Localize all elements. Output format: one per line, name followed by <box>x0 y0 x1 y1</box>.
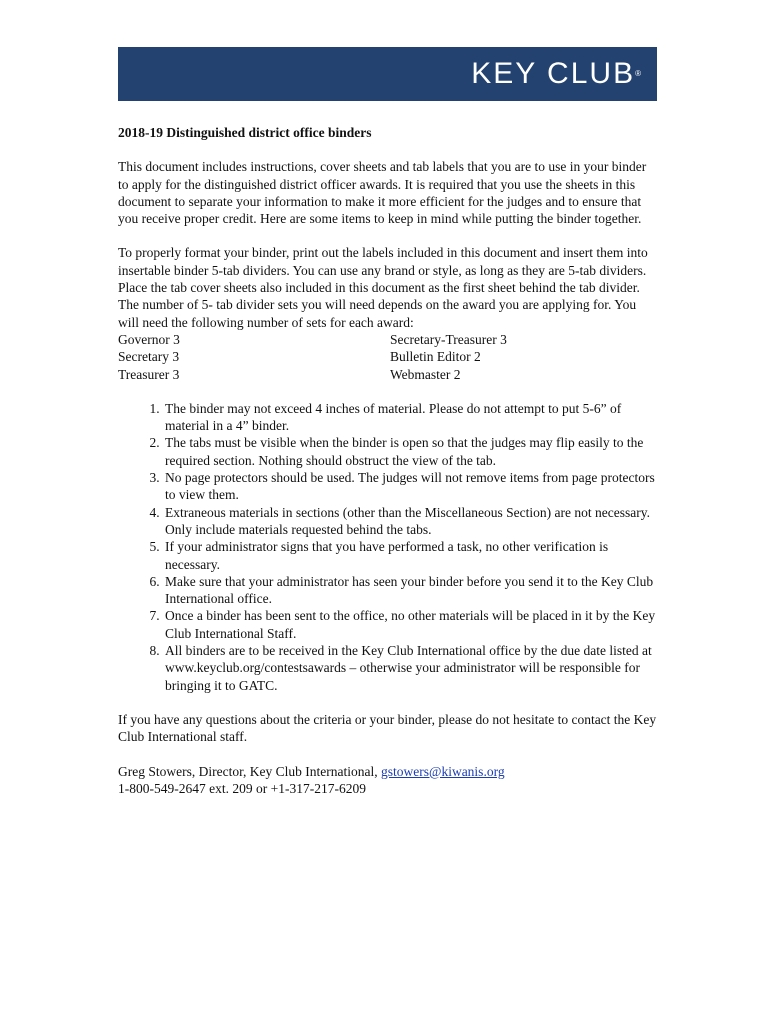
key-club-logo <box>471 57 641 91</box>
format-paragraph: To properly format your binder, print out the labels included in this document and insert them into insertable binder 5-tab dividers. You can use any brand or style, as long as they are 5-tab dividers. Place the tab cover sheets also included in this document as the first sheet behind the tab divider. The number of 5- tab divider sets you will need depends on the award you are applying for. You will need the following number of sets for each award: <box>118 245 648 330</box>
contact-email-link[interactable]: gstowers@kiwanis.org <box>381 763 505 779</box>
award-set-left: Secretary 3 <box>118 349 180 365</box>
document-title: 2018-19 Distinguished district office binders <box>118 125 372 140</box>
logo-text: KEY CLUB <box>471 57 636 90</box>
intro-paragraph: This document includes instructions, cover sheets and tab labels that you are to use in your binder to apply for the distinguished district officer awards. It is required that you use the sheets in this document to separate your information to make it more efficient for the judges and to ensure that you receive proper credit. Here are some items to keep in mind while putting the binder together. <box>118 159 647 227</box>
award-set-left: Governor 3 <box>118 331 180 347</box>
award-set-right: Bulletin Editor 2 <box>390 349 481 365</box>
award-set-right: Webmaster 2 <box>390 366 461 382</box>
document-body <box>118 124 658 797</box>
key-club-banner <box>118 47 657 101</box>
rule-item: 1. The binder may not exceed 4 inches of material. Please do not attempt to put 5-6” of material in a 4” binder. <box>163 400 658 435</box>
rule-item: 8. All binders are to be received in the Key Club International office by the due date listed at www.keyclub.org/contestsawards – otherwise your administrator will be responsible for bringing it to GATC. <box>163 642 658 694</box>
rule-item: 6. Make sure that your administrator has seen your binder before you send it to the Key Club International office. <box>163 573 658 608</box>
contact-phone: 1-800-549-2647 ext. 209 or +1-317-217-6209 <box>118 780 366 796</box>
rule-item: 4. Extraneous materials in sections (other than the Miscellaneous Section) are not necessary. Only include materials requested behind the tabs. <box>163 504 658 539</box>
rule-item: 5. If your administrator signs that you have performed a task, no other verification is necessary. <box>163 538 658 573</box>
rule-item: 7. Once a binder has been sent to the office, no other materials will be placed in it by the Key Club International Staff. <box>163 607 658 642</box>
contact-block <box>118 763 658 798</box>
award-sets-row <box>118 366 658 383</box>
binder-rules-list <box>118 400 658 694</box>
contact-name: Greg Stowers, Director, Key Club International, <box>118 763 382 779</box>
questions-paragraph: If you have any questions about the criteria or your binder, please do not hesitate to contact the Key Club International staff. <box>118 711 657 745</box>
rule-item: 3. No page protectors should be used. The judges will not remove items from page protectors to view them. <box>163 469 658 504</box>
rule-item: 2. The tabs must be visible when the binder is open so that the judges may flip easily to the required section. Nothing should obstruct the view of the tab. <box>163 434 658 469</box>
award-set-right: Secretary-Treasurer 3 <box>390 331 507 347</box>
registered-mark: ® <box>635 69 641 78</box>
award-sets-row <box>118 348 658 365</box>
award-sets-row <box>118 331 658 348</box>
award-sets-table <box>118 331 658 383</box>
award-set-left: Treasurer 3 <box>118 366 180 382</box>
contact-line <box>118 763 658 780</box>
